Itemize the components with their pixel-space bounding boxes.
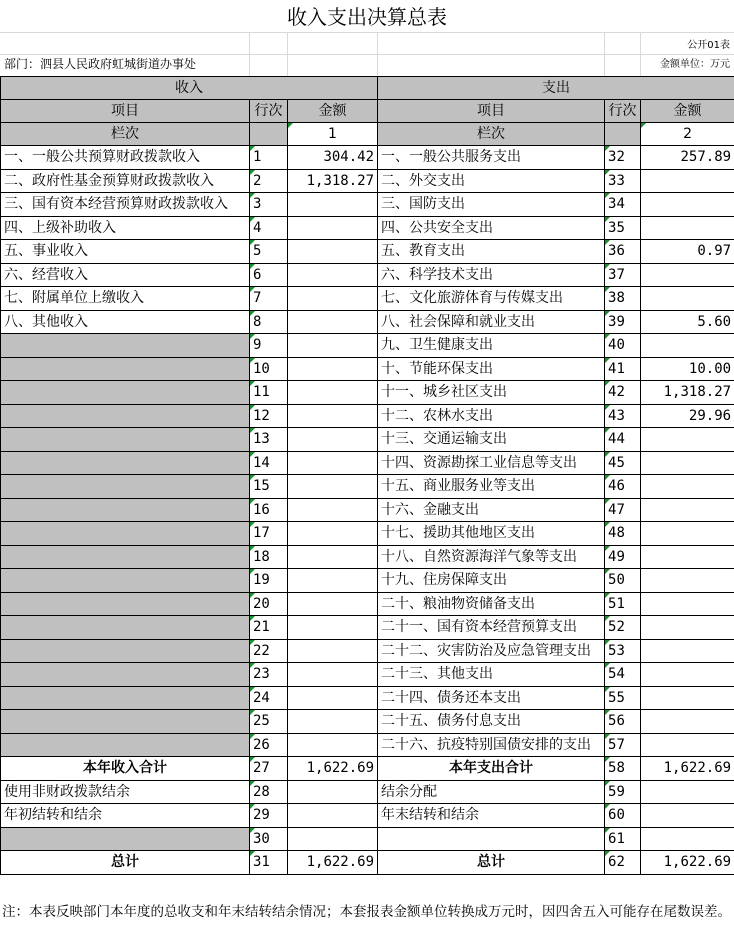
income-item: 三、国有资本经营预算财政拨款收入: [1, 193, 250, 217]
expense-row-no: 36: [605, 240, 641, 264]
expense-amount: [641, 569, 734, 593]
table-row: [1, 522, 734, 546]
income-item: [1, 592, 250, 616]
income-item: [1, 334, 250, 358]
end-carryover-no: 60: [605, 804, 641, 828]
income-row-no: 3: [250, 193, 288, 217]
expense-amount: [641, 545, 734, 569]
income-colno-empty: [250, 123, 288, 146]
income-row-no: 13: [250, 428, 288, 452]
expense-row-no: 57: [605, 733, 641, 757]
expense-row-no: 42: [605, 381, 641, 405]
expense-item: 二十三、其他支出: [378, 663, 605, 687]
expense-item: 一、一般公共服务支出: [378, 146, 605, 170]
expense-amount: 0.97: [641, 240, 734, 264]
blank-expense-no: 61: [605, 827, 641, 851]
expense-amount: 257.89: [641, 146, 734, 170]
blank-income-no: 30: [250, 827, 288, 851]
expense-item: 二十、粮油物资储备支出: [378, 592, 605, 616]
surplus-alloc-amount: [641, 780, 734, 804]
year-expense-total-no: 58: [605, 757, 641, 781]
grand-income-total-no: 31: [250, 851, 288, 875]
income-row-no: 12: [250, 404, 288, 428]
footnote: 注：本表反映部门本年度的总收支和年末结转结余情况；本套报表金额单位转换成万元时，因四舍五入可能存在尾数误差。: [2, 904, 731, 920]
income-item: 八、其他收入: [1, 310, 250, 334]
expense-amount: 10.00: [641, 357, 734, 381]
expense-row-no: 43: [605, 404, 641, 428]
income-row-no: 21: [250, 616, 288, 640]
income-amount: [288, 357, 378, 381]
income-item: [1, 475, 250, 499]
expense-row-no: 51: [605, 592, 641, 616]
blank-expense-item: [378, 827, 605, 851]
expense-amount: [641, 475, 734, 499]
income-amount: [288, 310, 378, 334]
expense-item: 十四、资源勘探工业信息等支出: [378, 451, 605, 475]
expense-amount: [641, 522, 734, 546]
expense-item: 四、公共安全支出: [378, 216, 605, 240]
income-header: 收入: [1, 77, 378, 100]
income-amount: 1,318.27: [288, 169, 378, 193]
expense-row-no: 53: [605, 639, 641, 663]
table-row: [1, 357, 734, 381]
page-title: 收入支出决算总表: [287, 5, 447, 29]
expense-rowno-header: 行次: [605, 100, 641, 123]
income-colno-value: 1: [288, 123, 378, 146]
expense-amount: [641, 592, 734, 616]
carryover-row: [1, 804, 734, 828]
expense-row-no: 32: [605, 146, 641, 170]
table-row: [1, 569, 734, 593]
surplus-alloc-no: 59: [605, 780, 641, 804]
expense-item: 九、卫生健康支出: [378, 334, 605, 358]
expense-item: 二十五、债务付息支出: [378, 710, 605, 734]
expense-row-no: 46: [605, 475, 641, 499]
income-amount: [288, 733, 378, 757]
income-row-no: 26: [250, 733, 288, 757]
table-row: [1, 498, 734, 522]
income-amount: [288, 686, 378, 710]
income-row-no: 15: [250, 475, 288, 499]
expense-row-no: 47: [605, 498, 641, 522]
header-row-columns: [1, 100, 734, 123]
income-amount: [288, 263, 378, 287]
income-amount: [288, 287, 378, 311]
table-row: [1, 240, 734, 264]
income-amount: [288, 663, 378, 687]
nonfiscal-amount: [288, 780, 378, 804]
income-item: [1, 357, 250, 381]
form-code: 公开01表: [687, 40, 730, 51]
income-item: [1, 428, 250, 452]
expense-item-header: 项目: [378, 100, 605, 123]
expense-amount: [641, 498, 734, 522]
begin-carryover-label: 年初结转和结余: [1, 804, 250, 828]
expense-amount: [641, 169, 734, 193]
expense-amount: 5.60: [641, 310, 734, 334]
expense-row-no: 44: [605, 428, 641, 452]
expense-amount: [641, 639, 734, 663]
expense-row-no: 50: [605, 569, 641, 593]
nonfiscal-label: 使用非财政拨款结余: [1, 780, 250, 804]
expense-item: 十八、自然资源海洋气象等支出: [378, 545, 605, 569]
table-row: [1, 663, 734, 687]
income-row-no: 1: [250, 146, 288, 170]
table-body: [1, 77, 734, 875]
expense-item: 十五、商业服务业等支出: [378, 475, 605, 499]
header-row-colno: [1, 123, 734, 146]
income-row-no: 23: [250, 663, 288, 687]
year-income-total-no: 27: [250, 757, 288, 781]
expense-item: 五、教育支出: [378, 240, 605, 264]
expense-item: 二十四、债务还本支出: [378, 686, 605, 710]
income-row-no: 16: [250, 498, 288, 522]
income-row-no: 5: [250, 240, 288, 264]
expense-row-no: 45: [605, 451, 641, 475]
income-row-no: 10: [250, 357, 288, 381]
expense-header: 支出: [378, 77, 734, 100]
end-carryover-amount: [641, 804, 734, 828]
income-amount: [288, 240, 378, 264]
expense-amount: [641, 193, 734, 217]
table-row: [1, 545, 734, 569]
expense-row-no: 37: [605, 263, 641, 287]
expense-item: 八、社会保障和就业支出: [378, 310, 605, 334]
income-item: [1, 569, 250, 593]
blank-income-amount: [288, 827, 378, 851]
income-item: [1, 451, 250, 475]
income-amount: [288, 592, 378, 616]
table-row: [1, 287, 734, 311]
income-row-no: 25: [250, 710, 288, 734]
expense-row-no: 35: [605, 216, 641, 240]
table-row: [1, 451, 734, 475]
expense-row-no: 55: [605, 686, 641, 710]
expense-item: 六、科学技术支出: [378, 263, 605, 287]
income-item-header: 项目: [1, 100, 250, 123]
unit-label: 金额单位：万元: [660, 59, 730, 70]
expense-item: 十三、交通运输支出: [378, 428, 605, 452]
grand-expense-total-label: 总计: [378, 851, 605, 875]
income-item: [1, 686, 250, 710]
income-row-no: 2: [250, 169, 288, 193]
income-item: [1, 381, 250, 405]
expense-amount: [641, 263, 734, 287]
expense-amount: [641, 616, 734, 640]
blank-income-item: [1, 827, 250, 851]
nonfiscal-row: [1, 780, 734, 804]
income-amount-header: 金额: [288, 100, 378, 123]
year-total-row: [1, 757, 734, 781]
end-carryover-label: 年末结转和结余: [378, 804, 605, 828]
surplus-alloc-label: 结余分配: [378, 780, 605, 804]
income-item: [1, 639, 250, 663]
income-row-no: 24: [250, 686, 288, 710]
table-row: [1, 733, 734, 757]
expense-item: 二十一、国有资本经营预算支出: [378, 616, 605, 640]
grand-income-total-label: 总计: [1, 851, 250, 875]
expense-row-no: 33: [605, 169, 641, 193]
income-row-no: 18: [250, 545, 288, 569]
table-row: [1, 710, 734, 734]
income-row-no: 20: [250, 592, 288, 616]
table-row: [1, 146, 734, 170]
income-amount: [288, 381, 378, 405]
expense-row-no: 39: [605, 310, 641, 334]
expense-row-no: 48: [605, 522, 641, 546]
income-item: 五、事业收入: [1, 240, 250, 264]
expense-row-no: 38: [605, 287, 641, 311]
table-row: [1, 310, 734, 334]
grand-expense-total-no: 62: [605, 851, 641, 875]
expense-row-no: 54: [605, 663, 641, 687]
expense-colno-empty: [605, 123, 641, 146]
table-row: [1, 639, 734, 663]
expense-amount: [641, 733, 734, 757]
income-item: 四、上级补助收入: [1, 216, 250, 240]
income-row-no: 9: [250, 334, 288, 358]
grand-income-total-amount: 1,622.69: [288, 851, 378, 875]
expense-item: 十九、住房保障支出: [378, 569, 605, 593]
expense-amount: [641, 686, 734, 710]
expense-amount: [641, 216, 734, 240]
table-row: [1, 193, 734, 217]
income-row-no: 8: [250, 310, 288, 334]
income-amount: [288, 334, 378, 358]
income-item: 六、经营收入: [1, 263, 250, 287]
income-amount: [288, 404, 378, 428]
income-row-no: 7: [250, 287, 288, 311]
expense-row-no: 56: [605, 710, 641, 734]
income-item: 七、附属单位上缴收入: [1, 287, 250, 311]
income-item: [1, 733, 250, 757]
expense-colno-label: 栏次: [378, 123, 605, 146]
expense-colno-value: 2: [641, 123, 734, 146]
income-row-no: 4: [250, 216, 288, 240]
income-item: 二、政府性基金预算财政拨款收入: [1, 169, 250, 193]
expense-item: 十六、金融支出: [378, 498, 605, 522]
expense-item: 二十六、抗疫特别国债安排的支出: [378, 733, 605, 757]
expense-item: 十七、援助其他地区支出: [378, 522, 605, 546]
table-row: [1, 381, 734, 405]
table-row: [1, 334, 734, 358]
expense-amount: 1,318.27: [641, 381, 734, 405]
header-row-section: [1, 77, 734, 100]
table-row: [1, 616, 734, 640]
expense-row-no: 49: [605, 545, 641, 569]
year-income-total-amount: 1,622.69: [288, 757, 378, 781]
income-amount: [288, 639, 378, 663]
income-colno-label: 栏次: [1, 123, 250, 146]
year-expense-total-amount: 1,622.69: [641, 757, 734, 781]
income-row-no: 22: [250, 639, 288, 663]
blank-row: [1, 827, 734, 851]
table-row: [1, 404, 734, 428]
grand-expense-total-amount: 1,622.69: [641, 851, 734, 875]
expense-amount: [641, 428, 734, 452]
income-rowno-header: 行次: [250, 100, 288, 123]
income-row-no: 6: [250, 263, 288, 287]
income-amount: [288, 545, 378, 569]
expense-amount: [641, 287, 734, 311]
grand-total-row: [1, 851, 734, 875]
income-item: [1, 498, 250, 522]
expense-amount: [641, 334, 734, 358]
income-item: [1, 710, 250, 734]
begin-carryover-amount: [288, 804, 378, 828]
expense-item: 七、文化旅游体育与传媒支出: [378, 287, 605, 311]
income-amount: [288, 498, 378, 522]
expense-item: 二十二、灾害防治及应急管理支出: [378, 639, 605, 663]
summary-table: [0, 76, 734, 875]
table-row: [1, 686, 734, 710]
income-row-no: 17: [250, 522, 288, 546]
nonfiscal-no: 28: [250, 780, 288, 804]
year-expense-total-label: 本年支出合计: [378, 757, 605, 781]
income-item: [1, 404, 250, 428]
income-row-no: 11: [250, 381, 288, 405]
expense-amount: [641, 710, 734, 734]
income-amount: 304.42: [288, 146, 378, 170]
expense-item: 三、国防支出: [378, 193, 605, 217]
department-label: 部门：泗县人民政府虹城街道办事处: [4, 57, 197, 71]
expense-row-no: 40: [605, 334, 641, 358]
expense-row-no: 41: [605, 357, 641, 381]
expense-item: 十、节能环保支出: [378, 357, 605, 381]
table-row: [1, 475, 734, 499]
income-item: 一、一般公共预算财政拨款收入: [1, 146, 250, 170]
table-row: [1, 216, 734, 240]
expense-row-no: 52: [605, 616, 641, 640]
expense-amount-header: 金额: [641, 100, 734, 123]
expense-item: 十二、农林水支出: [378, 404, 605, 428]
table-row: [1, 428, 734, 452]
year-income-total-label: 本年收入合计: [1, 757, 250, 781]
income-row-no: 14: [250, 451, 288, 475]
income-item: [1, 545, 250, 569]
begin-carryover-no: 29: [250, 804, 288, 828]
income-amount: [288, 522, 378, 546]
expense-item: 十一、城乡社区支出: [378, 381, 605, 405]
income-amount: [288, 193, 378, 217]
blank-expense-amount: [641, 827, 734, 851]
income-amount: [288, 616, 378, 640]
income-amount: [288, 216, 378, 240]
income-amount: [288, 569, 378, 593]
income-amount: [288, 475, 378, 499]
expense-amount: [641, 451, 734, 475]
expense-item: 二、外交支出: [378, 169, 605, 193]
expense-row-no: 34: [605, 193, 641, 217]
table-row: [1, 169, 734, 193]
table-row: [1, 263, 734, 287]
table-row: [1, 592, 734, 616]
expense-amount: [641, 663, 734, 687]
income-amount: [288, 428, 378, 452]
income-item: [1, 663, 250, 687]
income-amount: [288, 451, 378, 475]
income-item: [1, 522, 250, 546]
income-amount: [288, 710, 378, 734]
income-row-no: 19: [250, 569, 288, 593]
income-item: [1, 616, 250, 640]
expense-amount: 29.96: [641, 404, 734, 428]
